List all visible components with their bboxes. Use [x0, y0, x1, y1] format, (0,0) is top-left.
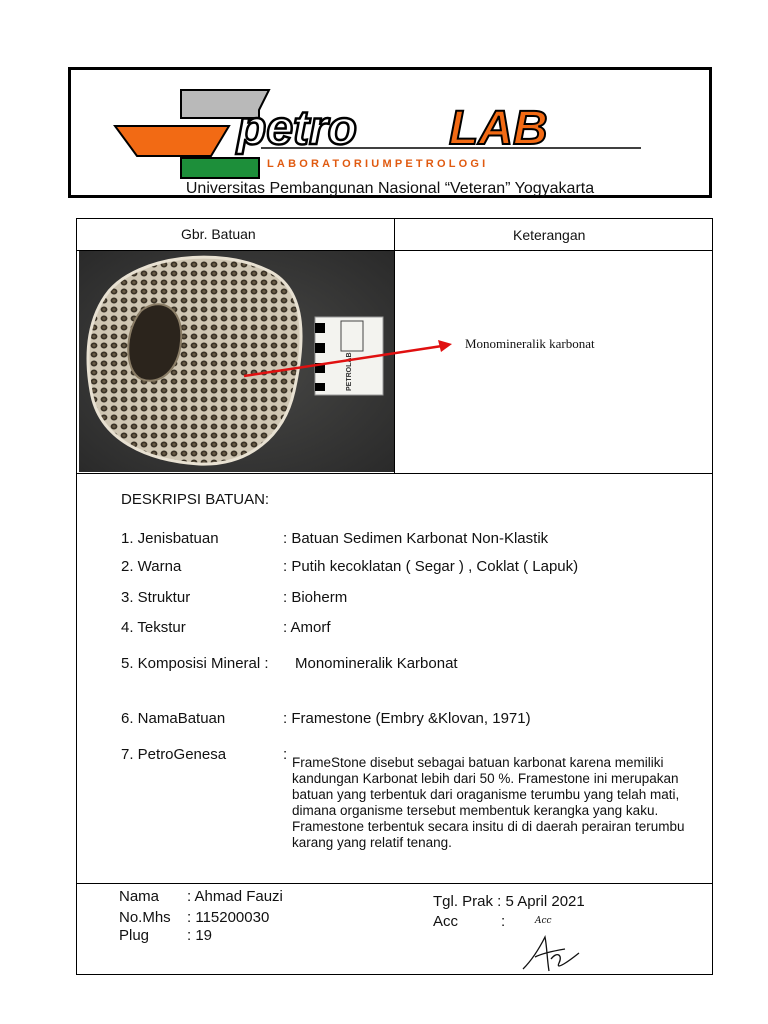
row-key: 5. Komposisi Mineral : — [121, 655, 269, 672]
annotation-label: Monomineralik karbonat — [465, 336, 595, 351]
header-box — [68, 67, 712, 198]
row-key: 7. PetroGenesa — [121, 746, 227, 763]
row-value: : — [283, 746, 288, 763]
description-title: DESKRIPSI BATUAN: — [121, 491, 270, 508]
plug-label: Plug — [119, 927, 150, 944]
logo-petro-text: petro — [237, 102, 357, 155]
lab-subtitle: LABORATORIUMPETROLOGI — [267, 158, 489, 170]
row-value: : Bioherm — [283, 589, 348, 606]
row-key: 3. Struktur — [121, 589, 191, 606]
petrogenesa-text: FrameStone disebut sebagai batuan karbonat karena memiliki kandungan Karbonat lebih dari 50 %. Framestone ini merupakan batuan yang terbentuk dari oraganisme terumbu yang telah mati, dimana organisme tersebut membentuk kerangka yang kaku. Framestone terbentuk secara insitu di di daerah perairan terumbu karang yang relatif tenang. — [292, 755, 685, 850]
column-header-notes: Keterangan — [513, 227, 586, 243]
acc-note: Acc — [535, 916, 552, 926]
tgl-prak: Tgl. Prak : 5 April 2021 — [433, 893, 585, 910]
university-name: Universitas Pembangunan Nasional “Veteran” Yogyakarta — [185, 180, 595, 197]
nama-label: Nama — [119, 888, 160, 905]
acc-colon: : — [501, 913, 506, 930]
annotation-arrow — [242, 334, 462, 384]
row-key: 4. Tekstur — [121, 619, 186, 636]
nomhs-value: : 115200030 — [187, 909, 270, 926]
logo-lab-text: LAB — [449, 102, 548, 155]
nama-value: : Ahmad Fauzi — [187, 888, 283, 905]
row-key: 6. NamaBatuan — [121, 710, 226, 727]
scale-card-label: PETROLAB — [346, 352, 353, 391]
row-value: : Putih kecoklatan ( Segar ) , Coklat ( Lapuk) — [283, 558, 579, 575]
divider — [77, 883, 712, 884]
rock-description-table — [76, 218, 713, 975]
row-value: : Framestone (Embry &Klovan, 1971) — [283, 710, 531, 727]
plug-value: : 19 — [187, 927, 213, 944]
signature — [517, 931, 587, 976]
nomhs-label: No.Mhs — [119, 909, 171, 926]
row-key: 2. Warna — [121, 558, 182, 575]
row-value: : Batuan Sedimen Karbonat Non-Klastik — [283, 530, 549, 547]
row-key: 1. Jenisbatuan — [121, 530, 219, 547]
acc-label: Acc — [433, 913, 459, 930]
row-value: : Amorf — [283, 619, 331, 636]
row-value: Monomineralik Karbonat — [295, 655, 458, 672]
column-header-image: Gbr. Batuan — [181, 226, 256, 242]
